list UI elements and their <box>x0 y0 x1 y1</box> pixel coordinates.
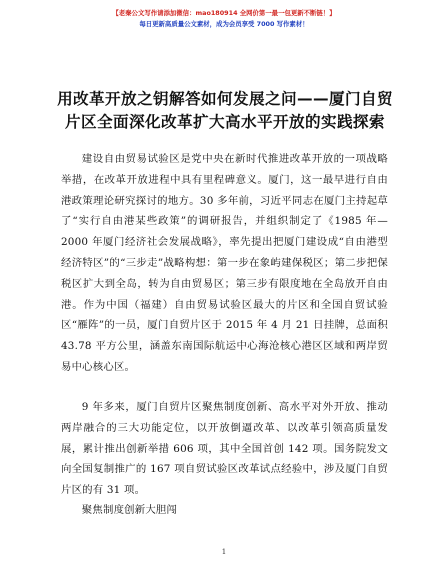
body-paragraph-1: 建设自由贸易试验区是党中央在新时代推进改革开放的一项战略举措，在改革开放进程中具有里程碑意义。厦门，这一最早进行自由港政策理论研究探讨的地方。30 多年前，习近平同志在厦门主持起草了“实行自由港某些政策”的调研报告，并组织制定了《1985 年—2000 年厦门经济社会发展战略》，率先提出把厦门建设成“自由港型经济特区”的“三步走”战略构想：第一步在象屿建保税区；第二步把保税区扩大到全岛，转为自由贸易区；第三步有限度地在全岛放开自由港。作为中国（福建）自由贸易试验区最大的片区和全国自贸试验区“雁阵”的一员，厦门自贸片区于 2015 年 4 月 21 日挂牌，总面积 43.78 平方公里，涵盖东南国际航运中心海沧核心港区区域和两岸贸易中心核心区。 <box>61 153 388 373</box>
document-title: 用改革开放之钥解答如何发展之问——厦门自贸片区全面深化改革扩大高水平开放的实践探索 <box>57 90 393 131</box>
body-paragraph-2: 9 年多来，厦门自贸片区聚焦制度创新、高水平对外开放、推动两岸融合的三大功能定位，以开放倒逼改革、以改革引领高质量发展，累计推出创新举措 606 项，其中全国首创 142 项。国务院发文向全国复制推广的 167 项自贸试验区改革试点经验中，涉及厦门自贸片区的有 31 项。 <box>61 401 388 497</box>
promo-banner-line-1: 【老秦公文写作请添加微信：mao180914 全网价第一最一包更新不断链！】 <box>112 9 336 17</box>
promo-banner-line-2: 每日更新高质量公文素材，成为会员享受 7000 写作素材！ <box>139 20 309 28</box>
promo-banner <box>0 8 448 30</box>
page-number: 1 <box>221 548 227 556</box>
section-heading: 聚焦制度创新大胆闯 <box>81 504 178 516</box>
